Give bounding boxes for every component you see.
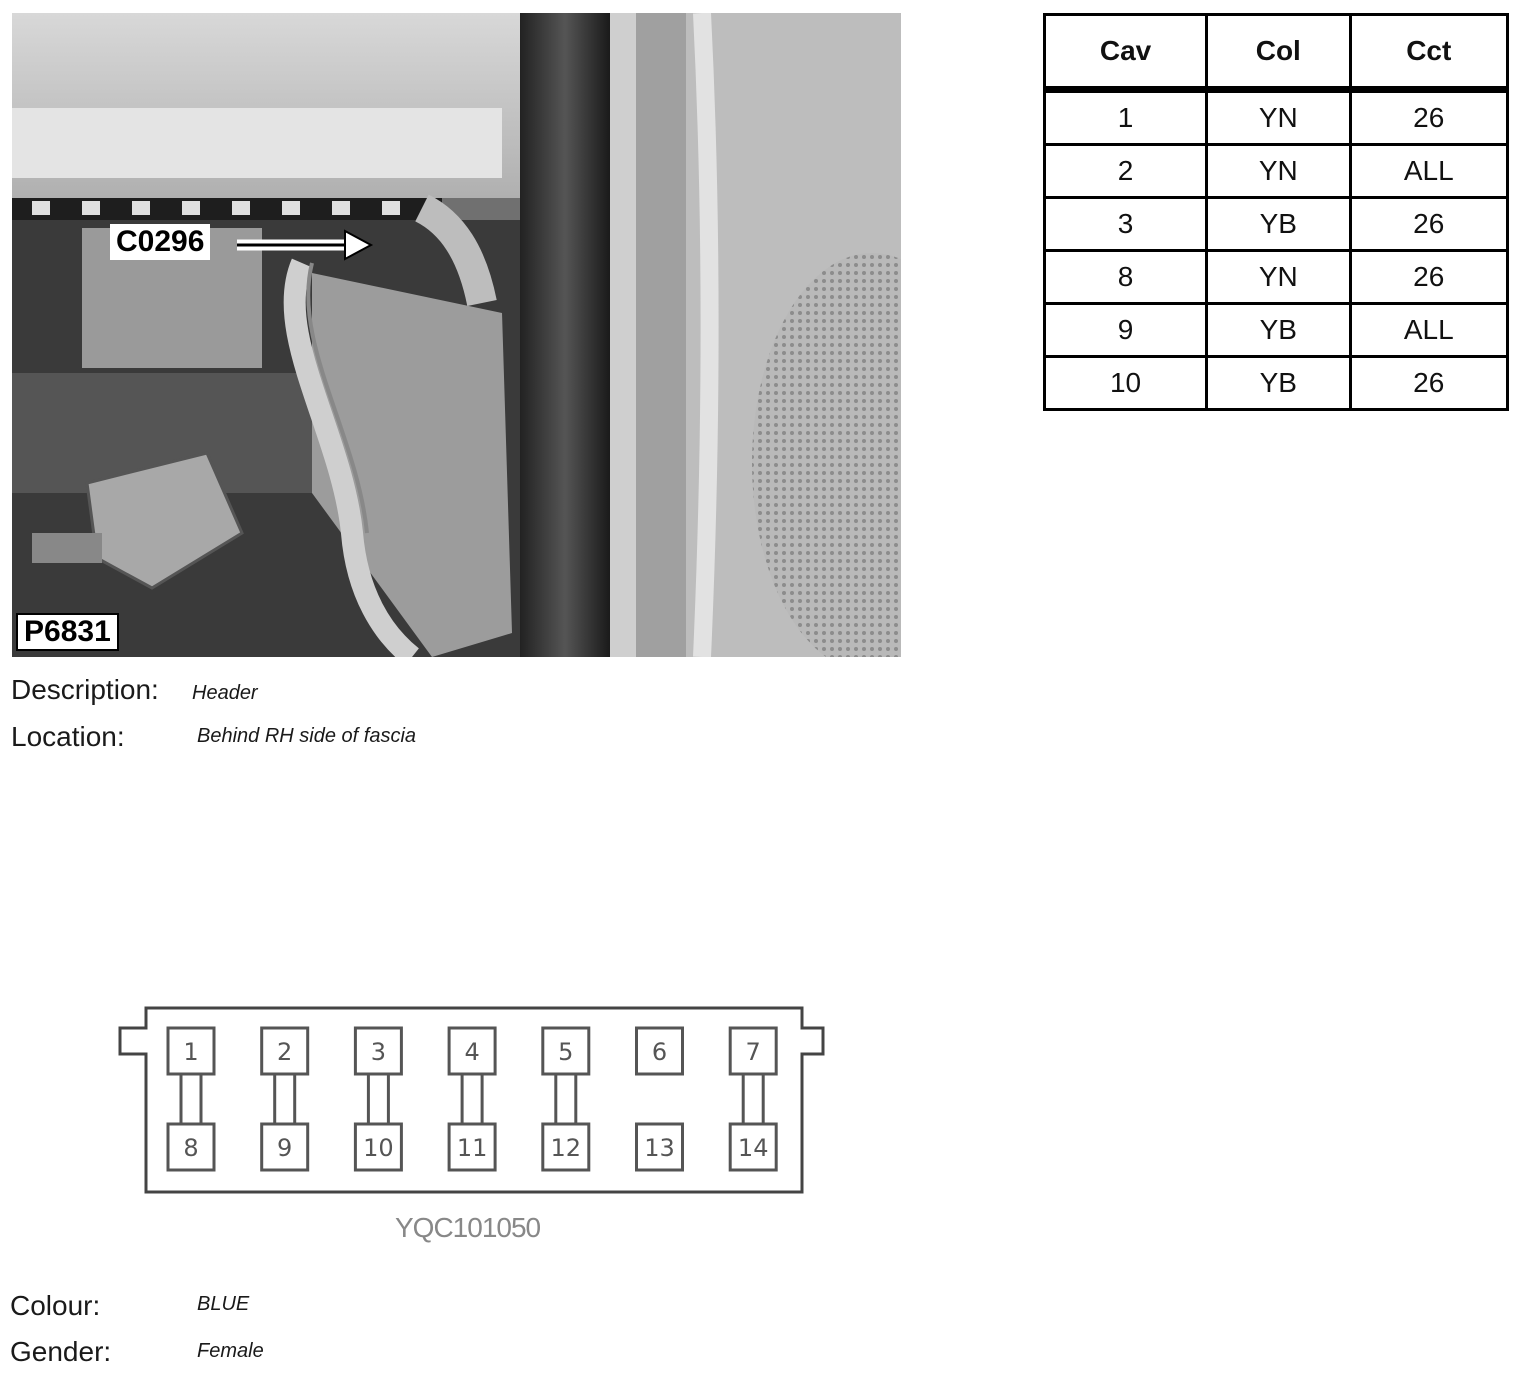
cavity-number: 7 xyxy=(745,1038,761,1066)
callout-arrow-icon xyxy=(237,225,377,265)
colour-value: BLUE xyxy=(197,1293,250,1315)
table-row xyxy=(1045,251,1508,304)
colour-label: Colour: xyxy=(10,1290,101,1321)
cavity-cell: 8 xyxy=(1045,251,1207,304)
table-row xyxy=(1045,304,1508,357)
colour-cell: YB xyxy=(1207,198,1350,251)
cavity-number: 2 xyxy=(277,1038,293,1066)
cavity-number: 14 xyxy=(737,1134,769,1162)
cavity-link xyxy=(556,1074,576,1124)
cavity-number: 1 xyxy=(183,1038,199,1066)
photo-illustration xyxy=(12,13,901,657)
cavity-number: 4 xyxy=(464,1038,480,1066)
colour-cell: YB xyxy=(1207,357,1350,410)
cavity-link xyxy=(368,1074,388,1124)
cavity-number: 13 xyxy=(644,1134,675,1162)
table-header-row xyxy=(1045,15,1508,90)
circuit-cell: ALL xyxy=(1350,304,1508,357)
location-value: Behind RH side of fascia xyxy=(197,725,417,747)
location-label: Location: xyxy=(11,721,125,752)
colour-cell: YN xyxy=(1207,251,1350,304)
cavity-link xyxy=(181,1074,201,1124)
column-header-cavity: Cav xyxy=(1045,15,1207,90)
description-label: Description: xyxy=(11,674,159,705)
cavity-cell: 9 xyxy=(1045,304,1207,357)
cavity-number: 12 xyxy=(550,1134,582,1162)
circuit-cell: 26 xyxy=(1350,251,1508,304)
table-row xyxy=(1045,90,1508,145)
cavity-number: 5 xyxy=(558,1038,574,1066)
cavity-number: 10 xyxy=(363,1134,394,1162)
table-row xyxy=(1045,198,1508,251)
cavity-link xyxy=(275,1074,295,1124)
connector-callout-label: C0296 xyxy=(110,224,210,260)
circuit-cell: 26 xyxy=(1350,357,1508,410)
photo-id-label: P6831 xyxy=(16,613,119,651)
column-header-circuit: Cct xyxy=(1350,15,1508,90)
description-value: Header xyxy=(192,682,258,704)
cavity-cell: 10 xyxy=(1045,357,1207,410)
colour-cell: YN xyxy=(1207,90,1350,145)
gender-value: Female xyxy=(197,1340,264,1362)
colour-cell: YN xyxy=(1207,145,1350,198)
table-row xyxy=(1045,357,1508,410)
pinout-table xyxy=(1043,13,1509,411)
connector-face-diagram xyxy=(116,1004,828,1200)
cavity-number: 3 xyxy=(370,1038,387,1066)
cavity-number: 8 xyxy=(183,1134,199,1162)
cavity-link xyxy=(743,1074,763,1124)
table-row xyxy=(1045,145,1508,198)
circuit-cell: ALL xyxy=(1350,145,1508,198)
cavity-cell: 1 xyxy=(1045,90,1207,145)
cavity-cell: 2 xyxy=(1045,145,1207,198)
connector-part-number: YQC101050 xyxy=(395,1212,541,1243)
cavity-number: 11 xyxy=(456,1134,488,1162)
cavity-number: 6 xyxy=(651,1038,668,1066)
gender-label: Gender: xyxy=(10,1336,112,1367)
circuit-cell: 26 xyxy=(1350,198,1508,251)
cavity-link xyxy=(462,1074,482,1124)
cavity-number: 9 xyxy=(277,1134,293,1162)
colour-cell: YB xyxy=(1207,304,1350,357)
circuit-cell: 26 xyxy=(1350,90,1508,145)
column-header-colour: Col xyxy=(1207,15,1350,90)
cavity-cell: 3 xyxy=(1045,198,1207,251)
connector-location-photo xyxy=(12,13,901,657)
